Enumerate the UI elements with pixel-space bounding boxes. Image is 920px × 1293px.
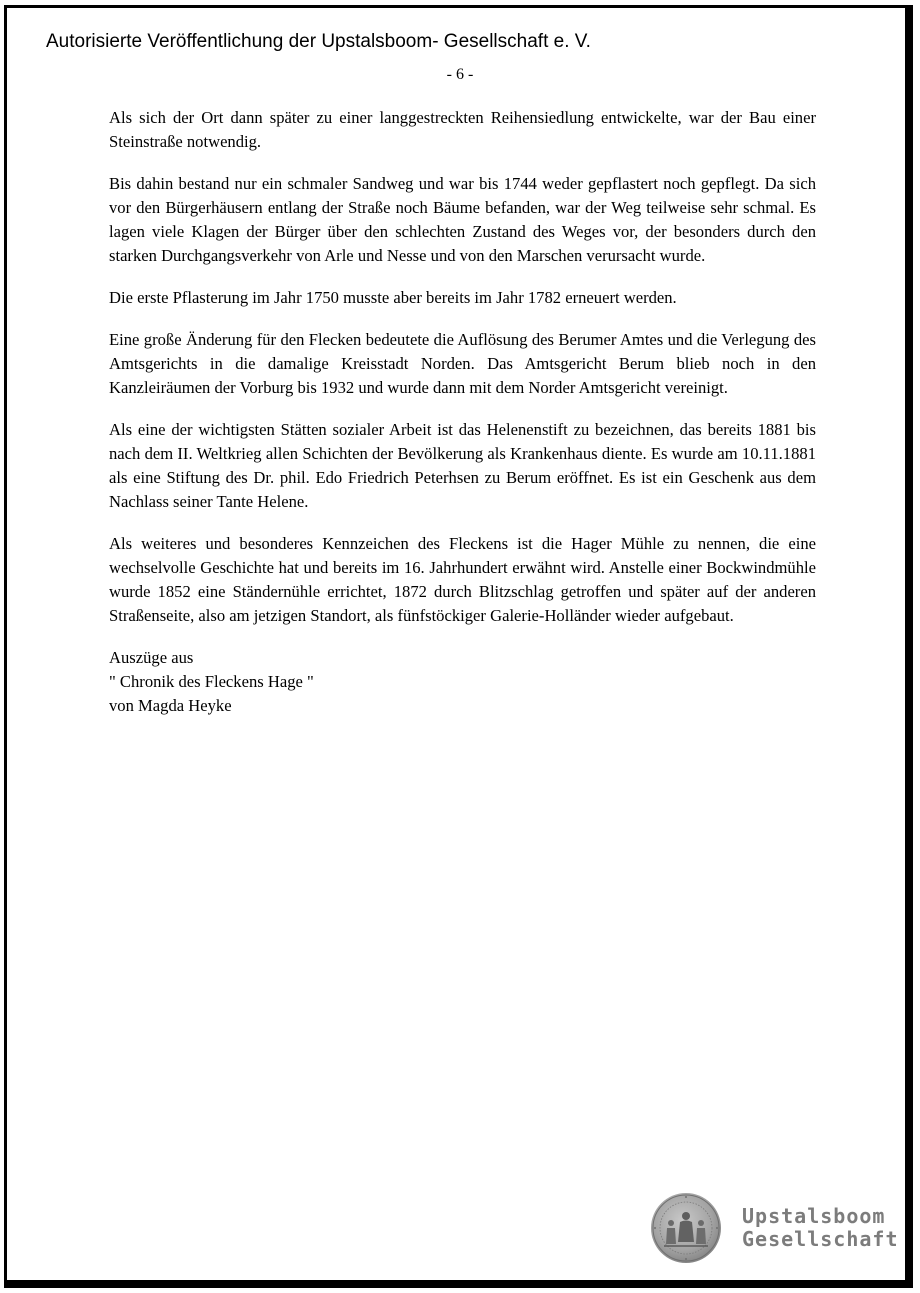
paragraph-1: Als sich der Ort dann später zu einer langgestreckten Reihensiedlung entwickelte, war der Bau einer Steinstraße notwendig.	[109, 108, 816, 151]
page-header: Autorisierte Veröffentlichung der Upstalsboom- Gesellschaft e. V.	[46, 31, 591, 52]
logo-line-1: Upstalsboom	[742, 1204, 886, 1228]
paragraph-5: Als eine der wichtigsten Stätten sozialer Arbeit ist das Helenenstift zu bezeichnen, das bereits 1881 bis nach dem II. Weltkrieg allen Schichten der Bevölkerung als Krankenhaus diente. Es wurde am 10.11.1881 als eine Stiftung des Dr. phil. Edo Friedrich Peterhsen zu Berum eröffnet. Es ist ein Geschenk aus dem Nachlass seiner Tante Helene.	[109, 420, 816, 511]
paragraph-3: Die erste Pflasterung im Jahr 1750 musste aber bereits im Jahr 1782 erneuert werden.	[109, 288, 677, 307]
logo-wordmark	[742, 1205, 899, 1251]
society-logo	[650, 1192, 899, 1268]
source-citation	[109, 646, 816, 718]
paragraph-2: Bis dahin bestand nur ein schmaler Sandweg und war bis 1744 weder gepflastert noch gepflegt. Da sich vor den Bürgerhäusern entlang der Straße noch Bäume befanden, war der Weg teilweise sehr schmal. Es lagen viele Klagen der Bürger über den schlechten Zustand des Weges vor, der besonders durch den starken Durchgangsverkehr von Arle und Nesse und von den Marschen verursacht wurde.	[109, 174, 816, 265]
paragraph-6: Als weiteres und besonderes Kennzeichen des Fleckens ist die Hager Mühle zu nennen, die eine wechselvolle Geschichte hat und bereits im 16. Jahrhundert erwähnt wird. Anstelle einer Bockwindmühle wurde 1852 eine Ständernühle errichtet, 1872 durch Blitzschlag getroffen und später auf der anderen Straßenseite, also am jetzigen Standort, als fünfstöckiger Galerie-Holländer wieder aufgebaut.	[109, 534, 816, 625]
source-line-1: Auszüge aus	[109, 648, 194, 667]
page-number: - 6 -	[446, 66, 474, 83]
source-line-3: von Magda Heyke	[109, 696, 232, 715]
document-body	[109, 106, 816, 718]
logo-line-2: Gesellschaft	[742, 1227, 899, 1251]
seal-icon	[650, 1192, 722, 1264]
source-line-2: " Chronik des Fleckens Hage "	[109, 672, 314, 691]
paragraph-4: Eine große Änderung für den Flecken bedeutete die Auflösung des Berumer Amtes und die Verlegung des Amtsgerichts in die damalige Kreisstadt Norden. Das Amtsgericht Berum blieb noch in den Kanzleiräumen der Vorburg bis 1932 und wurde dann mit dem Norder Amtsgericht vereinigt.	[109, 330, 816, 397]
